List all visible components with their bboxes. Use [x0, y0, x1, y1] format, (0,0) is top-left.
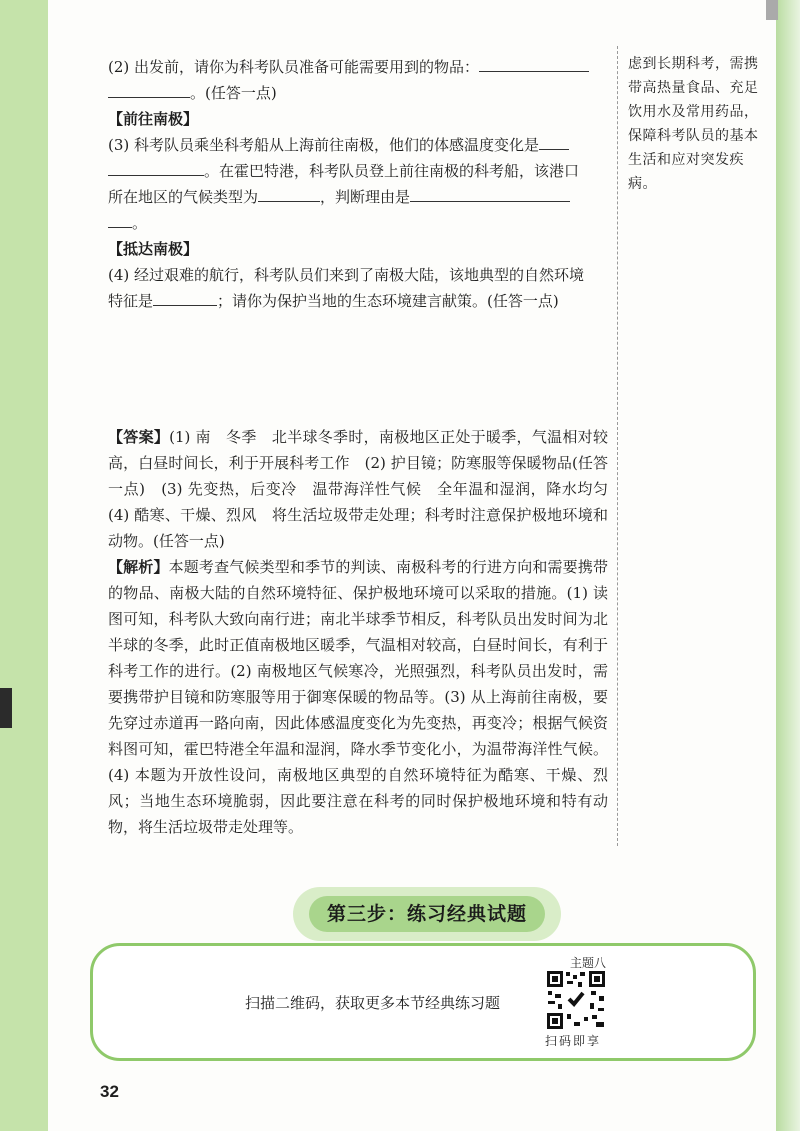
questions-section [108, 54, 608, 314]
analysis-tag: 【解析】 [108, 558, 169, 576]
q2-line1 [108, 54, 608, 80]
q3-line2-text: 。在霍巴特港，科考队员登上前往南极的科考船，该港口 [204, 162, 580, 180]
q3-line3 [108, 184, 608, 210]
side-note: 虑到长期科考，需携带高热量食品、充足饮用水及常用药品，保障科考队员的基本生活和应对突发疾病。 [628, 56, 759, 192]
q4-line2 [108, 288, 608, 314]
answer-section [108, 424, 624, 840]
answer-blank[interactable] [258, 185, 320, 202]
qr-theme-label: 主题八 [569, 956, 606, 970]
page-edge [776, 0, 800, 1131]
answer-blank[interactable] [410, 185, 570, 202]
q3-line3a-text: 所在地区的气候类型为 [108, 188, 259, 206]
q2-text: (2) 出发前，请你为科考队员准备可能需要用到的物品： [108, 58, 480, 76]
answer-blank[interactable] [108, 211, 132, 228]
banner-title: 第三步：练习经典试题 [309, 896, 545, 932]
margin-divider [617, 46, 618, 846]
q3-line3b-text: ，判断理由是 [320, 188, 411, 206]
answer-blank[interactable] [539, 133, 569, 150]
analysis-text: 本题考查气候类型和季节的判读、南极科考的行进方向和需要携带的物品、南极大陆的自然环境特征、保护极地环境可以采取的措施。(1) 读图可知，科考队大致向南行进；南北半球季节相反，科考队员出发时间为北半球的冬季，此时正值南极地区暖季，气温相对较高，白昼时间长，有利于科考工作的进行。(2) 南极地区气候寒冷，光照强烈，科考队员出发时，需要携带护目镜和防寒服等用于御寒保暖的物品等。(3) 从上海前往南极，要先穿过赤道再一路向南，因此体感温度变化为先变热，再变冷；根据气候资料图可知，霍巴特港全年温和湿润，降水季节变化小，为温带海洋性气候。(4) 本题为开放性设问，南极地区典型的自然环境特征为酷寒、干燥、烈风；当地生态环境脆弱，因此要注意在科考的同时保护极地环境和特有动物，将生活垃圾带走处理等。 [108, 558, 608, 836]
q3-line4 [108, 210, 608, 236]
q4-line2b-text: ；请你为保护当地的生态环境建言献策。(任答一点) [217, 292, 559, 310]
q4-line1: (4) 经过艰难的航行，科考队员们来到了南极大陆，该地典型的自然环境 [108, 266, 585, 284]
answer-text: (1) 南 冬季 北半球冬季时，南极地区正处于暖季，气温相对较高，白昼时间长，利于开展科考工作 (2) 护目镜；防寒服等保暖物品(任答一点) (3) 先变热，后变冷 温带海洋性气候 全年温和湿润，降水均匀 (4) 酷寒、干燥、烈风 将生活垃圾带走处理；科考时注意保护极地环境和动物。(任答一点) [108, 428, 624, 550]
step-banner [293, 887, 561, 941]
answer-blank[interactable] [479, 55, 589, 72]
qr-panel [90, 943, 756, 1061]
answer-blank[interactable] [108, 81, 190, 98]
analysis-block [108, 554, 608, 840]
q3-text: (3) 科考队员乘坐科考船从上海前往南极，他们的体感温度变化是 [108, 136, 540, 154]
qr-caption: 扫码即享 [545, 1034, 602, 1048]
heading-arrive: 【抵达南极】 [108, 240, 199, 258]
answer-blank[interactable] [108, 159, 204, 176]
qr-instruction: 扫描二维码，获取更多本节经典练习题 [245, 994, 501, 1012]
qr-code-icon[interactable] [546, 970, 606, 1030]
q2-line2-text: 。(任答一点) [190, 84, 277, 102]
answer-blank[interactable] [153, 289, 217, 306]
page-number: 32 [100, 1082, 119, 1101]
q3-line2 [108, 158, 608, 184]
q4-line2a-text: 特征是 [108, 292, 154, 310]
corner-mark [766, 0, 778, 20]
q2-line2 [108, 80, 608, 106]
answer-tag: 【答案】 [108, 428, 170, 446]
answer-block [108, 424, 624, 554]
binding-mark [0, 688, 12, 728]
q3-line4-text: 。 [132, 214, 148, 232]
q3-line1 [108, 132, 608, 158]
heading-south: 【前往南极】 [108, 110, 199, 128]
